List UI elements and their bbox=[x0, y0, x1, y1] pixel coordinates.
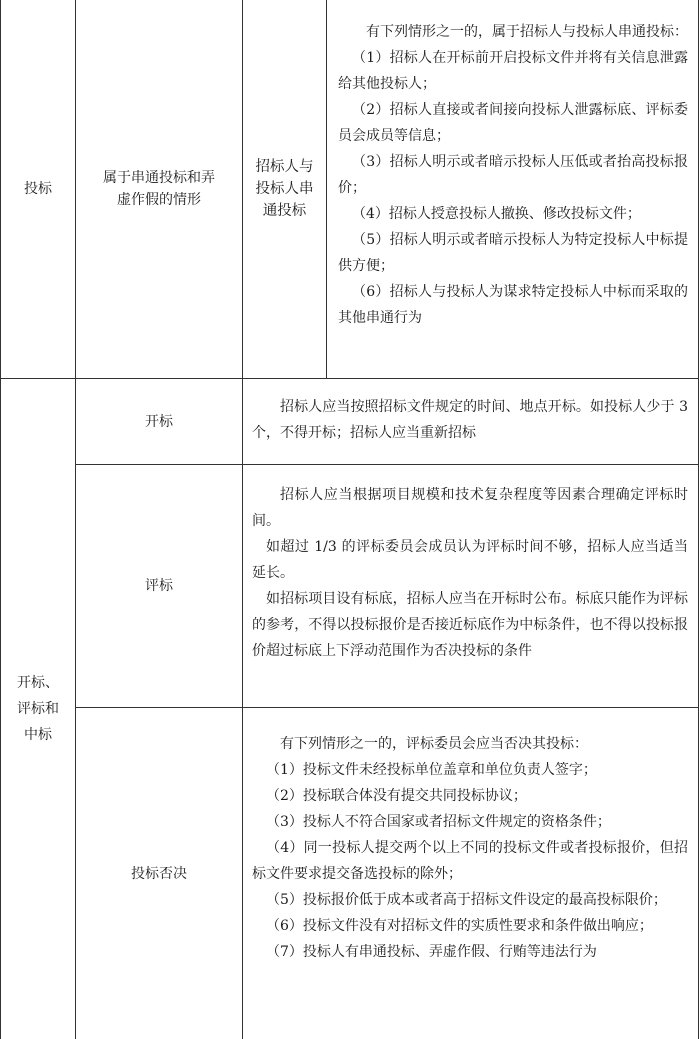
collusion-intro: 有下列情形之一的，属于招标人与投标人串通投标： bbox=[366, 24, 688, 40]
list-item: （2）招标人直接或者间接向投标人泄露标底、评标委员会成员等信息； bbox=[338, 102, 688, 144]
list-item: （7）投标人有串通投标、弄虚作假、行贿等违法行为 bbox=[266, 944, 597, 960]
list-item: （6）投标文件没有对招标文件的实质性要求和条件做出响应； bbox=[266, 918, 653, 934]
type-label: 招标人与投标人串通投标 bbox=[255, 159, 314, 219]
list-item: （1）投标文件未经投标单位盖章和单位负责人签字； bbox=[266, 762, 597, 778]
list-item: （6）招标人与投标人为谋求特定投标人中标而采取的其他串通行为 bbox=[338, 284, 688, 326]
rejection-intro: 有下列情形之一的，评标委员会应当否决其投标： bbox=[280, 736, 588, 752]
opening-content bbox=[252, 394, 688, 446]
opening-label: 开标 bbox=[145, 413, 173, 430]
list-item: （1）招标人在开标前开启投标文件并将有关信息泄露给其他投标人； bbox=[338, 50, 688, 92]
column-divider bbox=[326, 0, 327, 378]
evaluation-label-cell bbox=[76, 465, 242, 707]
list-item: （4）招标人授意投标人撤换、修改投标文件； bbox=[352, 206, 641, 222]
collusion-content bbox=[338, 19, 688, 331]
category-label: 开标、评标和中标 bbox=[17, 675, 59, 743]
type-cell bbox=[243, 0, 326, 378]
list-item: （4）同一投标人提交两个以上不同的投标文件或者投标报价，但招标文件要求提交备选投标的除外； bbox=[252, 840, 688, 882]
category-label: 投标 bbox=[24, 181, 52, 197]
evaluation-paragraph: 如招标项目设有标底，招标人应当在开标时公布。标底只能作为评标的参考，不得以投标报价是否接近标底作为中标条件，也不得以投标报价超过标底上下浮动范围作为否决投标的条件 bbox=[252, 591, 688, 659]
subcategory-label: 属于串通投标和弄虚作假的情形 bbox=[103, 170, 215, 208]
list-item: （5）招标人明示或者暗示投标人为特定投标人中标提供方便； bbox=[338, 232, 688, 274]
rejection-label-cell bbox=[76, 708, 242, 1039]
list-item: （3）招标人明示或者暗示投标人压低或者抬高投标报价； bbox=[338, 154, 688, 196]
rejection-label: 投标否决 bbox=[131, 865, 187, 882]
evaluation-paragraph: 招标人应当根据项目规模和技术复杂程度等因素合理确定评标时间。 bbox=[252, 487, 688, 529]
evaluation-label: 评标 bbox=[145, 578, 173, 594]
opening-label-cell bbox=[76, 379, 242, 464]
opening-text: 招标人应当按照招标文件规定的时间、地点开标。如投标人少于 3 个，不得开标；招标人应当重新招标 bbox=[252, 399, 688, 441]
rejection-content bbox=[252, 731, 688, 965]
category-cell bbox=[1, 0, 75, 378]
subcategory-cell bbox=[76, 0, 242, 378]
category-cell bbox=[1, 379, 75, 1039]
evaluation-paragraph: 如超过 1/3 的评标委员会成员认为评标时间不够，招标人应当适当延长。 bbox=[252, 539, 688, 581]
evaluation-content bbox=[252, 482, 688, 664]
list-item: （2）投标联合体没有提交共同投标协议； bbox=[266, 788, 527, 804]
list-item: （3）投标人不符合国家或者招标文件规定的资格条件； bbox=[266, 814, 611, 830]
list-item: （5）投标报价低于成本或者高于招标文件设定的最高投标限价； bbox=[266, 892, 667, 908]
